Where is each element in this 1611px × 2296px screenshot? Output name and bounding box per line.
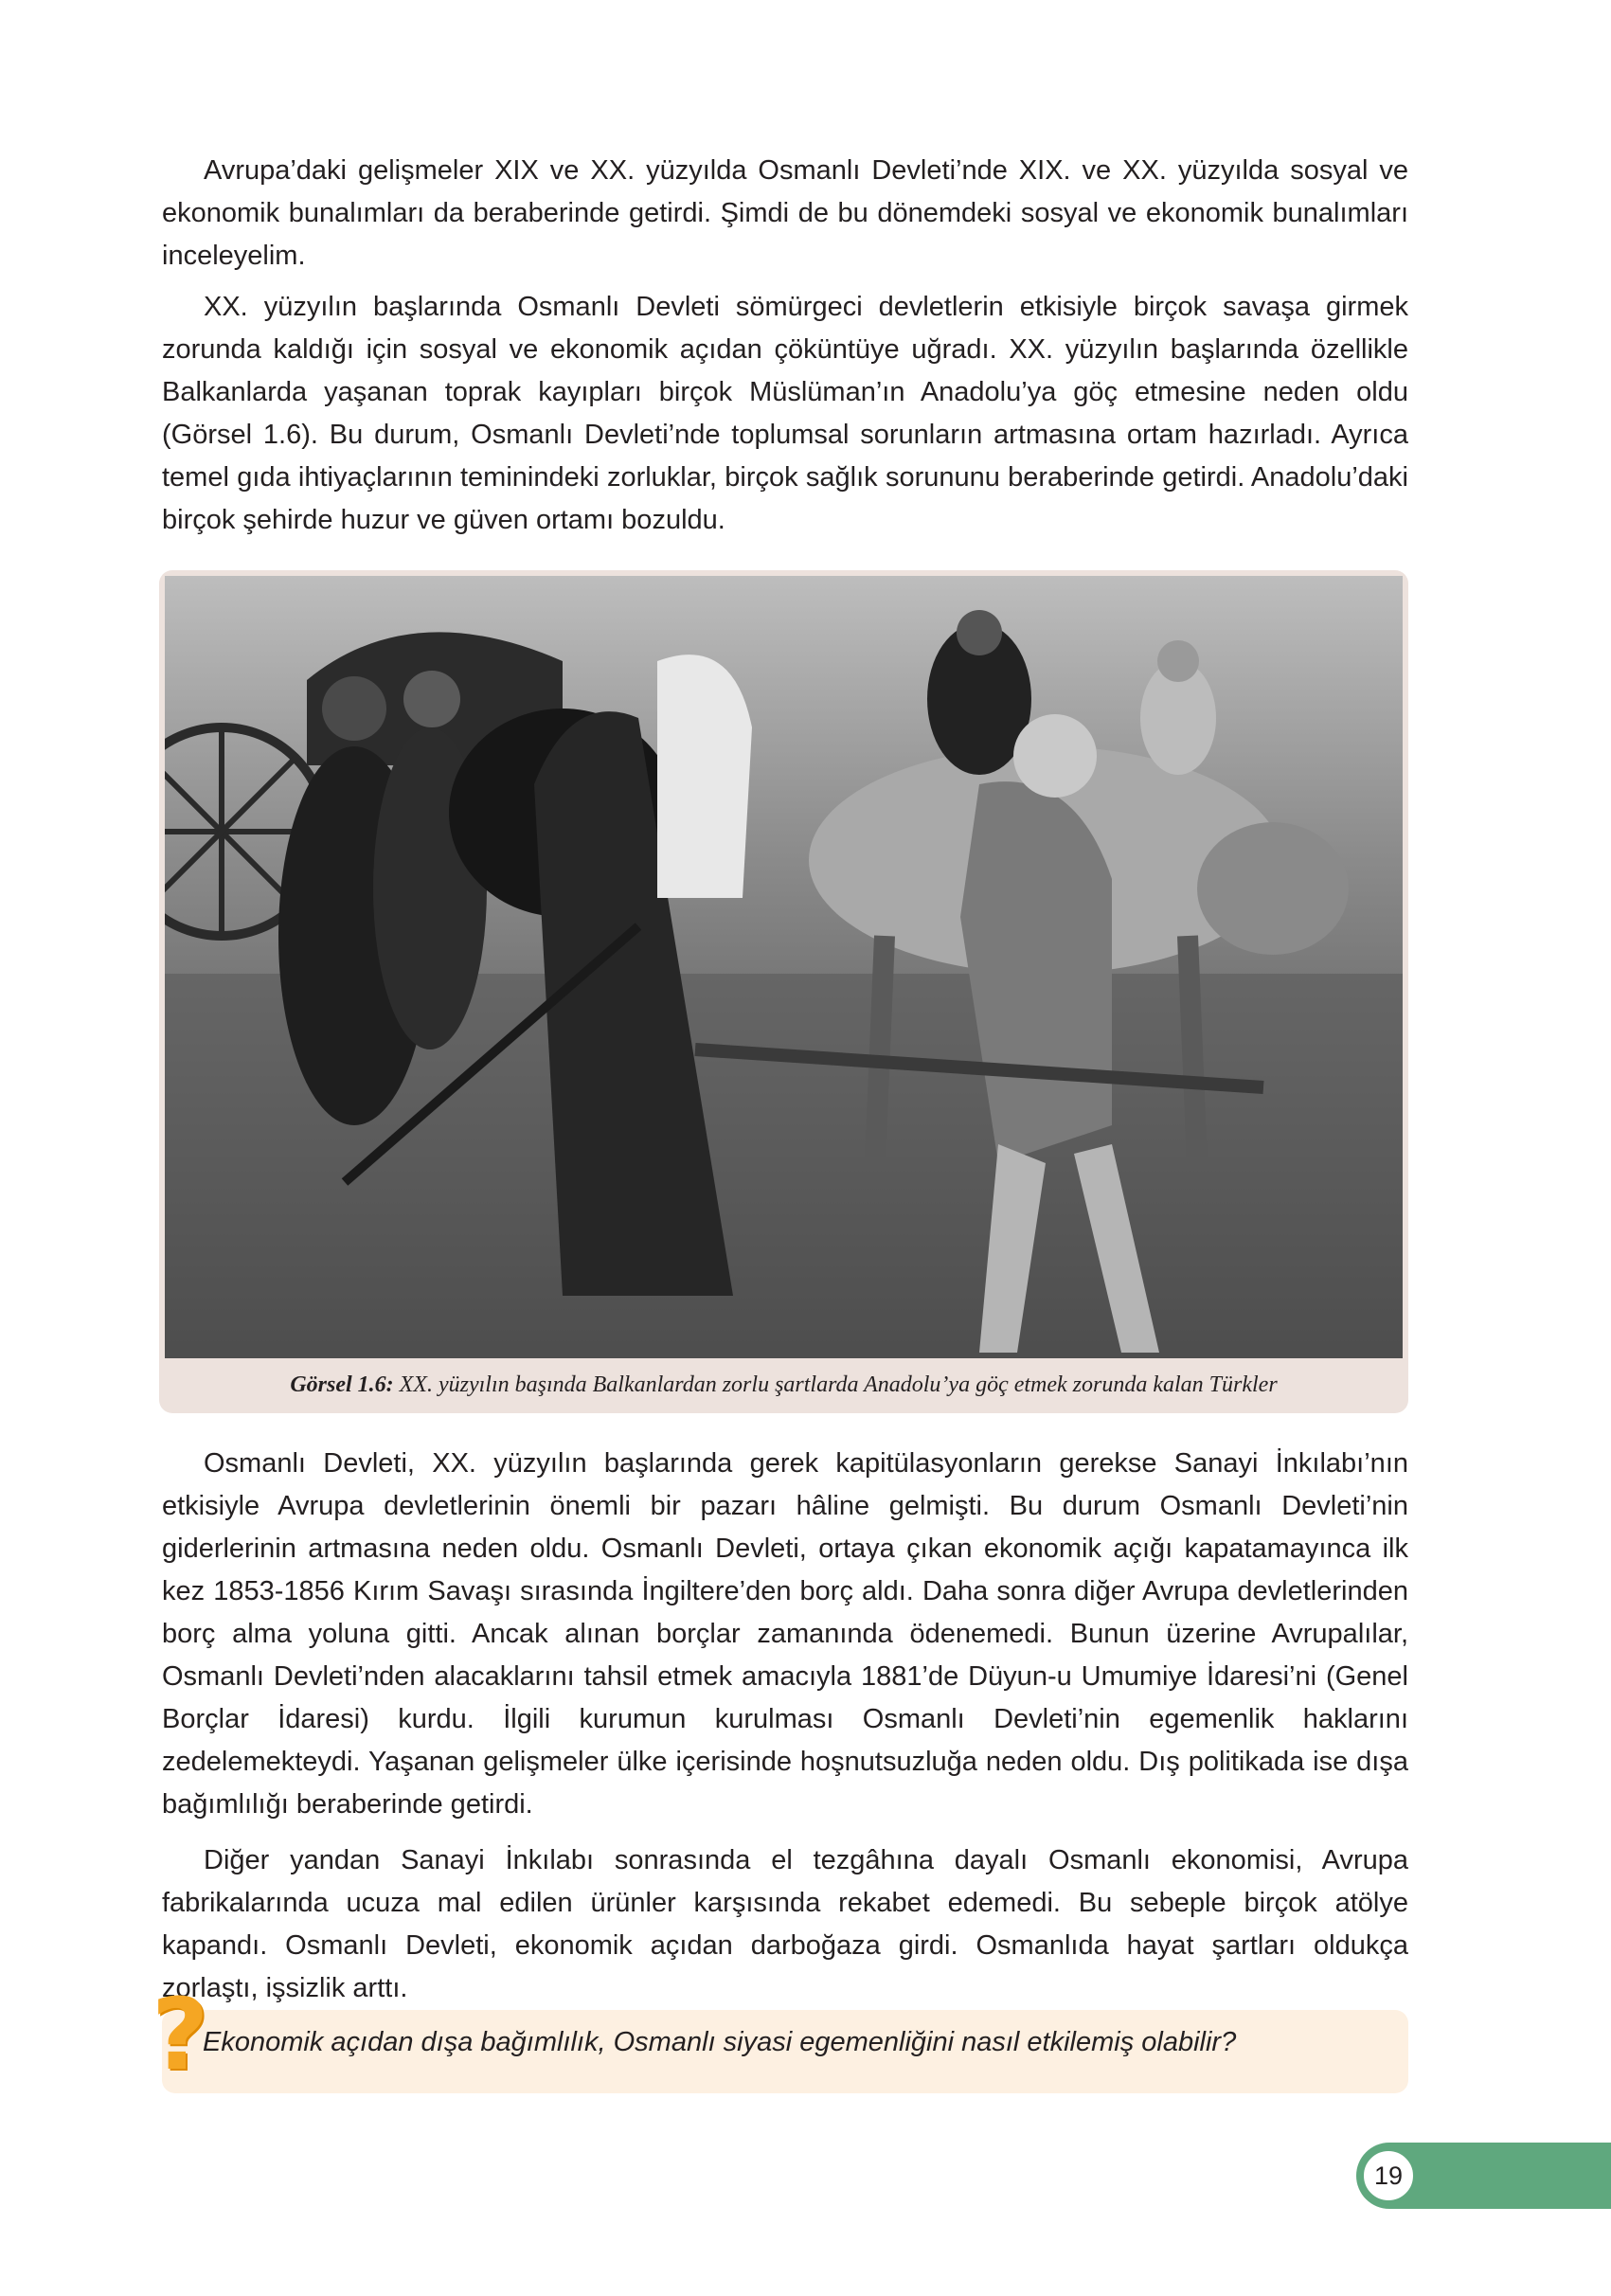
question-mark-icon: ? [152, 1977, 209, 2092]
figure-caption-text: XX. yüzyılın başında Balkanlardan zorlu şartlarda Anadolu’ya göç etmek zorunda kalan Türkler [399, 1372, 1278, 1397]
question-text: Ekonomik açıdan dışa bağımlılık, Osmanlı siyasi egemenliğini nasıl etkilemiş olabilir? [203, 2027, 1237, 2057]
figure-caption [159, 1364, 1408, 1406]
economy-paragraph: Diğer yandan Sanayi İnkılabı sonrasında el tezgâhına dayalı Osmanlı ekonomisi, Avrupa fabrikalarında ucuza mal edilen ürünler karşısında rekabet edemedi. Bu sebeple birçok atölye kapandı. Osmanlı Devleti, ekonomik açıdan darboğaza girdi. Osmanlıda hayat şartları oldukça zorlaştı, işsizlik arttı. [162, 1845, 1408, 2003]
migration-paragraph: XX. yüzyılın başlarında Osmanlı Devleti sömürgeci devletlerin etkisiyle birçok savaşa girmek zorunda kaldığı için sosyal ve ekonomik açıdan çöküntüye uğradı. XX. yüzyılın başlarında özellikle Balkanlarda yaşanan toprak kayıpları birçok Müslüman’ın Anadolu’ya göç etmesine neden oldu (Görsel 1.6). Bu durum, Osmanlı Devleti’nde toplumsal sorunların artmasına ortam hazırladı. Ayrıca temel gıda ihtiyaçlarının teminindeki zorluklar, birçok sağlık sorununu beraberinde getirdi. Anadolu’daki birçok şehirde huzur ve güven ortamı bozuldu. [162, 292, 1408, 535]
figure-1-6 [159, 570, 1408, 1413]
migration-photo [165, 576, 1403, 1358]
debt-paragraph: Osmanlı Devleti, XX. yüzyılın başlarında gerek kapitülasyonların gerekse Sanayi İnkılabı’nın etkisiyle Avrupa devletlerinin önemli bir pazarı hâline gelmişti. Bu durum Osmanlı Devleti’nin giderlerinin artmasına neden oldu. Osmanlı Devleti, ortaya çıkan ekonomik açığı kapatamayınca ilk kez 1853-1856 Kırım Savaşı sırasında İngiltere’den borç aldı. Daha sonra diğer Avrupa devletlerinden borç alma yoluna gitti. Ancak alınan borçlar zamanında ödenemedi. Bunun üzerine Avrupalılar, Osmanlı Devleti’nden alacaklarını tahsil etmek amacıyla 1881’de Düyun-u Umumiye İdaresi’ni (Genel Borçlar İdaresi) kurdu. İlgili kurumun kurulması Osmanlı Devleti’nin egemenlik haklarını zedelemekteydi. Yaşanan gelişmeler ülke içerisinde hoşnutsuzluğa neden oldu. Dış politikada ise dışa bağımlılığı beraberinde getirdi. [162, 1448, 1408, 1820]
figure-label: Görsel 1.6: [290, 1372, 394, 1397]
intro-paragraph: Avrupa’daki gelişmeler XIX ve XX. yüzyılda Osmanlı Devleti’nde XIX. ve XX. yüzyılda sosyal ve ekonomik bunalımları da beraberinde getirdi. Şimdi de bu dönemdeki sosyal ve ekonomik bunalımları inceleyelim. [162, 155, 1408, 271]
migration-photo-illustration [165, 576, 1403, 1358]
page-number: 19 [1361, 2148, 1416, 2203]
